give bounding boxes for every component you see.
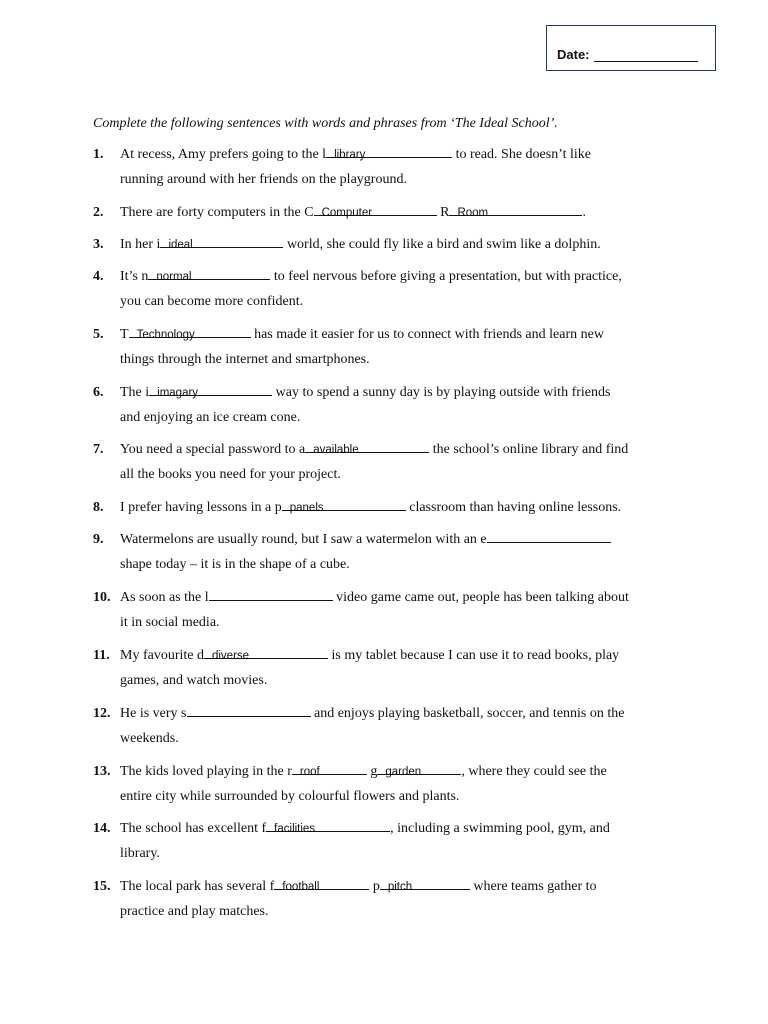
sentence-text: You need a special password to a — [120, 442, 306, 457]
sentence-text: way to spend a sunny day is by playing outside with friends — [272, 385, 611, 400]
sentence-text: g — [366, 764, 378, 779]
instructions: Complete the following sentences with words and phrases from ‘The Ideal School’. — [93, 116, 558, 131]
sentence-line-continued: you can become more confident. — [120, 294, 304, 309]
sentence-text: Watermelons are usually round, but I saw a watermelon with an e — [120, 532, 487, 547]
sentence-text: to feel nervous before giving a presentation, but with practice, — [270, 269, 622, 284]
sentence-text: has made it easier for us to connect with friends and learn new — [250, 327, 604, 342]
item-number: 3. — [93, 237, 104, 252]
sentence-line — [120, 142, 591, 167]
sentence-line — [120, 437, 628, 462]
sentence-line — [120, 874, 597, 899]
item-number: 13. — [93, 764, 111, 779]
sentence-line-continued: shape today – it is in the shape of a cube. — [120, 557, 350, 572]
sentence-text: T — [120, 327, 129, 342]
sentence-text: It’s n — [120, 269, 149, 284]
sentence-line — [120, 495, 621, 520]
sentence-line — [120, 816, 610, 841]
handwritten-answer: Technology — [136, 329, 195, 341]
sentence-text: , where they could see the — [461, 764, 607, 779]
item-number: 14. — [93, 821, 111, 836]
handwritten-answer: roof — [299, 766, 320, 778]
item-number: 9. — [93, 532, 104, 547]
handwritten-answer: facilities — [274, 823, 316, 835]
sentence-line — [120, 322, 604, 347]
answer-blank[interactable] — [282, 496, 406, 514]
handwritten-answer: normal — [156, 271, 192, 283]
sentence-line-continued: it in social media. — [120, 615, 220, 630]
item-number: 12. — [93, 706, 111, 721]
answer-blank[interactable] — [292, 760, 367, 778]
sentence-line-continued: all the books you need for your project. — [120, 467, 341, 482]
sentence-line — [120, 380, 610, 405]
sentence-text: and enjoys playing basketball, soccer, and tennis on the — [310, 706, 625, 721]
answer-blank[interactable] — [487, 528, 611, 543]
sentence-text: the school’s online library and find — [429, 442, 629, 457]
date-label: Date: — [557, 47, 590, 62]
item-number: 7. — [93, 442, 104, 457]
sentence-line — [120, 200, 586, 225]
sentence-text: As soon as the l — [120, 590, 209, 605]
answer-blank[interactable] — [326, 143, 452, 161]
answer-blank[interactable] — [449, 201, 582, 219]
sentence-line-continued: weekends. — [120, 731, 179, 746]
sentence-line-continued: and enjoying an ice cream cone. — [120, 410, 301, 425]
sentence-text: , including a swimming pool, gym, and — [390, 821, 610, 836]
answer-blank[interactable] — [274, 875, 369, 893]
sentence-text: At recess, Amy prefers going to the l — [120, 147, 327, 162]
sentence-text: He is very s — [120, 706, 187, 721]
sentence-text: I prefer having lessons in a p — [120, 500, 282, 515]
sentence-text: There are forty computers in the C — [120, 205, 314, 220]
sentence-line-continued: practice and play matches. — [120, 904, 269, 919]
date-box — [546, 25, 716, 71]
sentence-text: R — [436, 205, 450, 220]
item-number: 15. — [93, 879, 111, 894]
sentence-text: The local park has several f — [120, 879, 275, 894]
answer-blank[interactable] — [314, 201, 437, 219]
answer-blank[interactable] — [380, 875, 470, 893]
sentence-line — [120, 701, 624, 726]
handwritten-answer: Room — [457, 207, 489, 219]
handwritten-answer: ideal — [168, 239, 193, 251]
answer-blank[interactable] — [160, 233, 283, 251]
answer-blank[interactable] — [377, 760, 461, 778]
sentence-line — [120, 232, 601, 257]
sentence-text: classroom than having online lessons. — [405, 500, 622, 515]
answer-blank[interactable] — [209, 586, 333, 601]
handwritten-answer: diverse — [211, 650, 250, 662]
handwritten-answer: garden — [385, 766, 422, 778]
sentence-line — [120, 759, 607, 784]
item-number: 6. — [93, 385, 104, 400]
answer-blank[interactable] — [266, 817, 390, 835]
date-blank-line[interactable] — [594, 61, 698, 62]
answer-blank[interactable] — [204, 644, 328, 662]
sentence-line-continued: things through the internet and smartphones. — [120, 352, 370, 367]
handwritten-answer: pitch — [387, 881, 413, 893]
sentence-text: The i — [120, 385, 150, 400]
sentence-line — [120, 643, 619, 668]
item-number: 5. — [93, 327, 104, 342]
answer-blank[interactable] — [187, 702, 311, 717]
handwritten-answer: library — [334, 149, 366, 161]
sentence-text: In her i — [120, 237, 161, 252]
sentence-line — [120, 527, 611, 552]
handwritten-answer: football — [282, 881, 320, 893]
sentence-line-continued: games, and watch movies. — [120, 673, 268, 688]
sentence-text: . — [582, 205, 586, 220]
answer-blank[interactable] — [129, 323, 251, 341]
sentence-text: world, she could fly like a bird and swim like a dolphin. — [283, 237, 601, 252]
answer-blank[interactable] — [149, 381, 272, 399]
sentence-text: where teams gather to — [469, 879, 597, 894]
sentence-line-continued: entire city while surrounded by colourful flowers and plants. — [120, 789, 460, 804]
sentence-text: video game came out, people has been talking about — [332, 590, 629, 605]
handwritten-answer: available — [313, 444, 359, 456]
sentence-text: My favourite d — [120, 648, 204, 663]
sentence-text: The school has excellent f — [120, 821, 267, 836]
sentence-line — [120, 264, 622, 289]
answer-blank[interactable] — [148, 265, 270, 283]
sentence-text: is my tablet because I can use it to read books, play — [327, 648, 620, 663]
handwritten-answer: panels — [289, 502, 324, 514]
answer-blank[interactable] — [305, 438, 429, 456]
item-number: 4. — [93, 269, 104, 284]
item-number: 2. — [93, 205, 104, 220]
sentence-line-continued: library. — [120, 846, 160, 861]
handwritten-answer: Computer — [321, 207, 373, 219]
handwritten-answer: imagary — [157, 387, 199, 399]
item-number: 11. — [93, 648, 110, 663]
sentence-line-continued: running around with her friends on the playground. — [120, 172, 407, 187]
item-number: 10. — [93, 590, 111, 605]
sentence-text: p — [369, 879, 380, 894]
item-number: 1. — [93, 147, 104, 162]
item-number: 8. — [93, 500, 104, 515]
sentence-line — [120, 585, 629, 610]
sentence-text: to read. She doesn’t like — [452, 147, 591, 162]
sentence-text: The kids loved playing in the r — [120, 764, 292, 779]
